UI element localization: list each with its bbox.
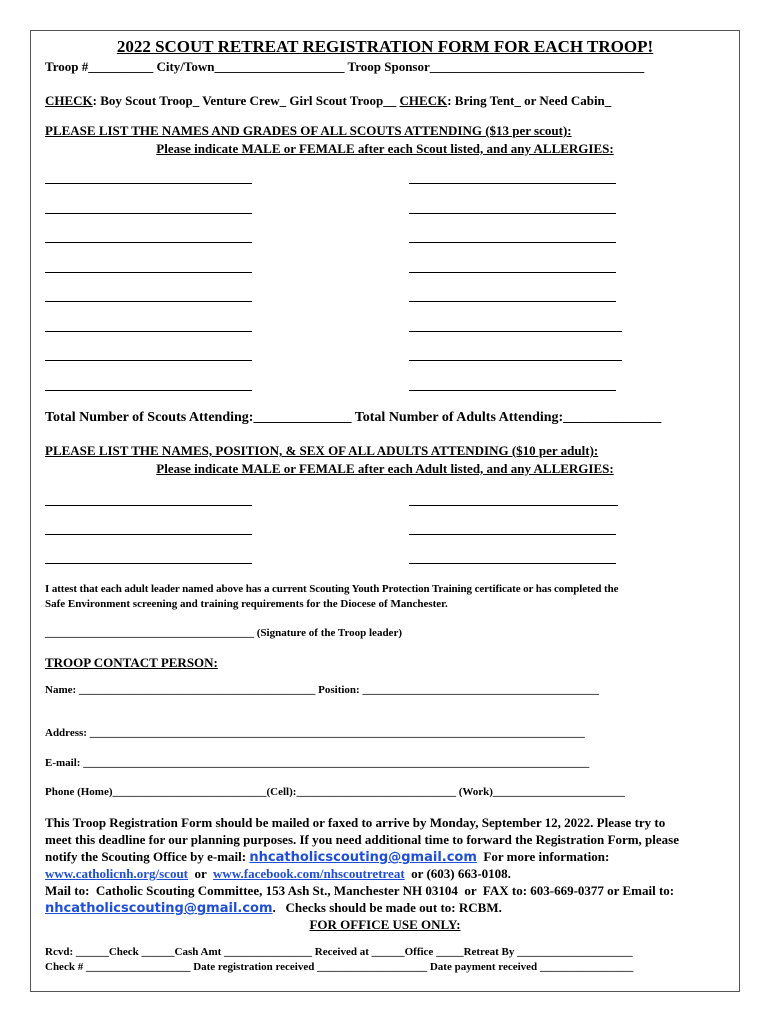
form-title: 2022 SCOUT RETREAT REGISTRATION FORM FOR EACH TROOP! [116,37,654,56]
contact-phone-field[interactable]: Phone (Home)____________________________(Cell):_____________________________ (Work)________________________ [45,786,625,798]
scout-entry-left-blank[interactable] [45,213,252,214]
email-link-2[interactable]: nhcatholicscouting@gmail.com [45,901,273,916]
adult-entry-right-blank[interactable] [409,505,618,506]
scout-entry-left-blank[interactable] [45,390,252,391]
scout-entry-left-blank[interactable] [45,331,252,332]
website-link[interactable]: www.catholicnh.org/scout [45,866,188,881]
contact-email-field[interactable]: E-mail: ____________________________________________________________________________________________ [45,757,590,769]
scouts-subheading: Please indicate MALE or FEMALE after each Scout listed, and any ALLERGIES: [156,141,614,156]
scout-entry-left-blank[interactable] [45,272,252,273]
scout-entry-right-blank[interactable] [409,242,616,243]
unit-type-options[interactable]: : Boy Scout Troop_ Venture Crew_ Girl Scout Troop__ [92,93,400,108]
scout-entry-left-blank[interactable] [45,301,252,302]
attest-line-2: Safe Environment screening and training requirements for the Diocese of Manchester. [45,598,448,610]
contact-name-field[interactable]: Name: ___________________________________________ Position: ___________________________________________ [45,684,599,696]
instructions-line-2: meet this deadline for our planning purposes. If you need additional time to forward the Registration Form, please [45,832,679,847]
scout-entry-right-blank[interactable] [409,390,616,391]
adults-subheading: Please indicate MALE or FEMALE after each Adult listed, and any ALLERGIES: [156,461,614,476]
adult-entry-left-blank[interactable] [45,534,252,535]
office-line-1[interactable]: Rcvd: ______Check ______Cash Amt ________________ Received at ______Office _____Retreat By _____________________ [45,946,633,958]
contact-address-field[interactable]: Address: __________________________________________________________________________________________ [45,727,585,739]
phone-text: or (603) 663-0108. [404,866,511,881]
checks-payable-text: . Checks should be made out to: RCBM. [272,900,502,915]
lodging-options[interactable]: : Bring Tent_ or Need Cabin_ [447,93,612,108]
scout-entry-right-blank[interactable] [409,331,622,332]
instructions-tail: For more information: [476,849,610,864]
email-link-1[interactable]: nhcatholicscouting@gmail.com [249,850,477,865]
check-label-1: CHECK [45,93,93,108]
signature-line[interactable]: ______________________________________ (Signature of the Troop leader) [45,627,402,639]
scout-entry-right-blank[interactable] [409,360,622,361]
instructions-line-6 [45,901,502,915]
scout-entry-right-blank[interactable] [409,301,616,302]
attest-line-1: I attest that each adult leader named above has a current Scouting Youth Protection Training certificate or has completed the [45,583,619,595]
or-text: or [188,866,214,881]
totals-line[interactable]: Total Number of Scouts Attending:______________ Total Number of Adults Attending:______________ [45,410,662,425]
scouts-heading: PLEASE LIST THE NAMES AND GRADES OF ALL SCOUTS ATTENDING ($13 per scout): [45,123,572,138]
adult-entry-right-blank[interactable] [409,563,616,564]
troop-header-line[interactable]: Troop #__________ City/Town____________________ Troop Sponsor_________________________________ [45,59,645,74]
scout-entry-left-blank[interactable] [45,183,252,184]
adults-heading: PLEASE LIST THE NAMES, POSITION, & SEX OF ALL ADULTS ATTENDING ($10 per adult): [45,443,599,458]
instructions-text: notify the Scouting Office by e-mail: [45,849,250,864]
office-line-2[interactable]: Check # ___________________ Date registration received ____________________ Date payment received _________________ [45,961,634,973]
facebook-link[interactable]: www.facebook.com/nhscoutretreat [213,866,405,881]
instructions-line-4 [45,867,511,880]
check-line [45,94,611,107]
scout-entry-right-blank[interactable] [409,183,616,184]
instructions-line-3 [45,850,609,864]
check-label-2: CHECK [399,93,448,108]
adult-entry-right-blank[interactable] [409,534,616,535]
adult-entry-left-blank[interactable] [45,563,252,564]
instructions-line-5: Mail to: Catholic Scouting Committee, 153 Ash St., Manchester NH 03104 or FAX to: 603-669-0377 or Email to: [45,883,675,898]
contact-heading: TROOP CONTACT PERSON: [45,655,218,670]
instructions-line-1: This Troop Registration Form should be mailed or faxed to arrive by Monday, September 12, 2022. Please try to [45,815,666,830]
scout-entry-right-blank[interactable] [409,213,616,214]
scout-entry-left-blank[interactable] [45,242,252,243]
form-border [30,30,740,992]
scout-entry-left-blank[interactable] [45,360,252,361]
office-heading: FOR OFFICE USE ONLY: [309,917,461,932]
adult-entry-left-blank[interactable] [45,505,252,506]
scout-entry-right-blank[interactable] [409,272,616,273]
